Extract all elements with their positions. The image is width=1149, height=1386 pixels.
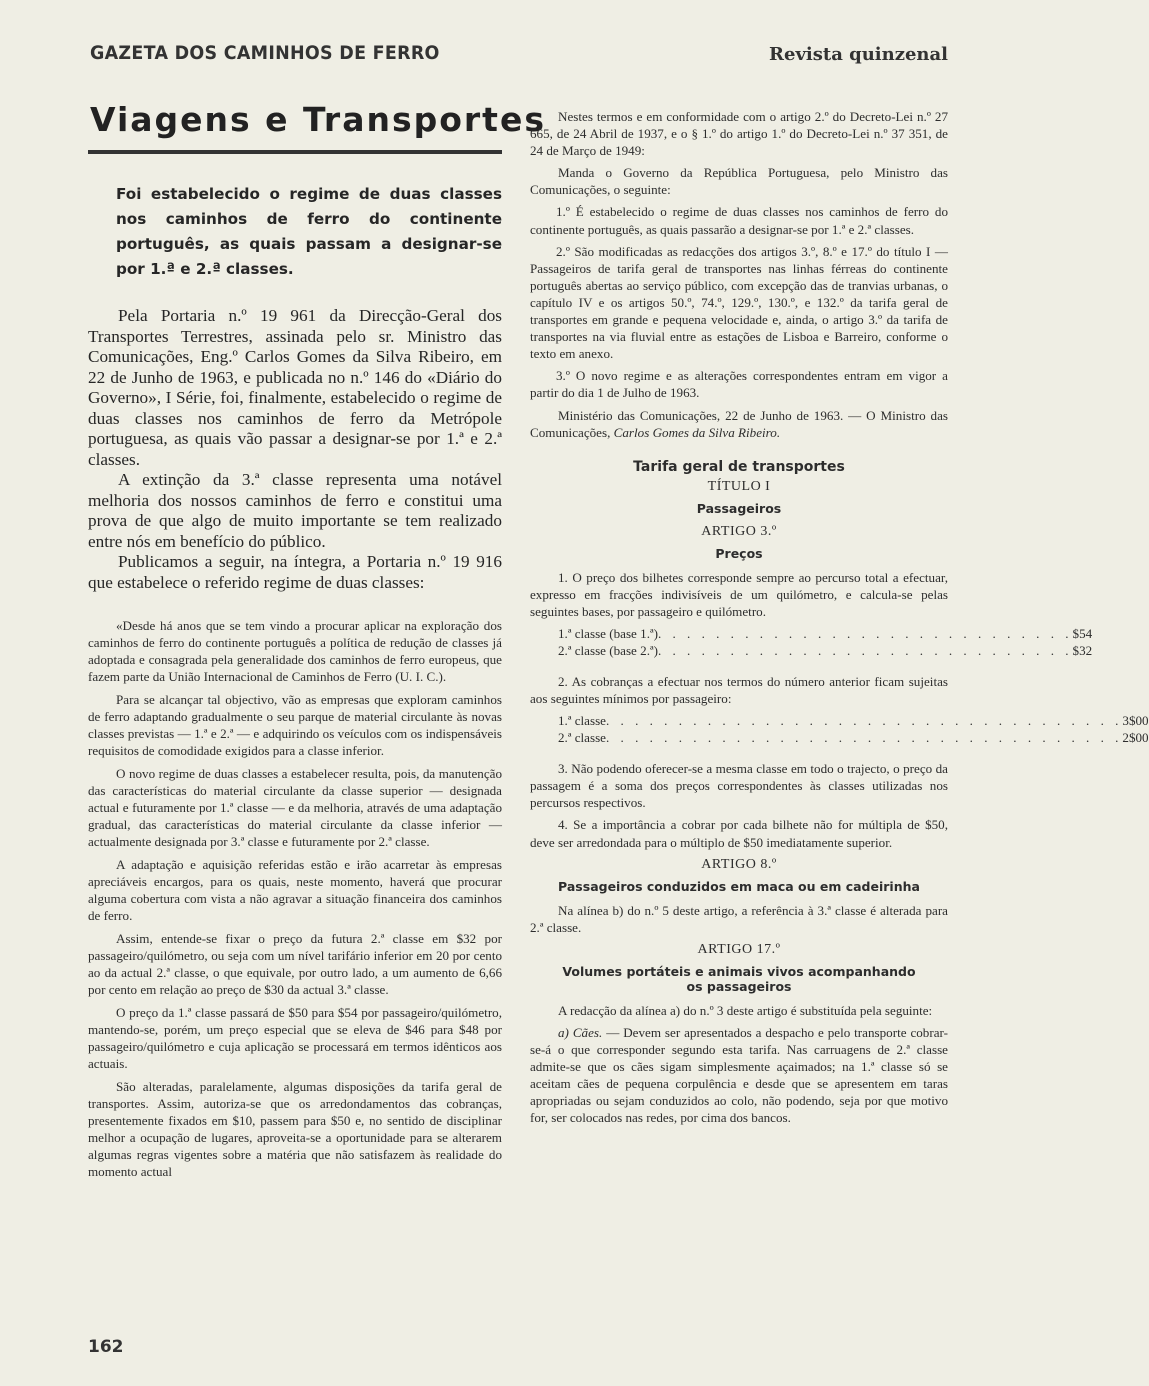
portaria-paragraph: Manda o Governo da República Portuguesa, pelo Ministro das Comunicações, o seguinte:: [530, 165, 948, 198]
portaria-paragraph: São alteradas, paralelamente, algumas disposições da tarifa geral de transportes. Assim, autoriza-se que os arredondamentos das cobranças, presentemente fixados em $10, passem para $50 e, no sentido de disciplinar melhor a ocupação de lugares, aproveita-se a oportunidade para se alterarem algumas regras vigentes sobre a matéria que não satisfazem às realidade do momento actual: [88, 1079, 502, 1179]
artigo-3-p2: 2. As cobranças a efectuar nos termos do número anterior ficam sujeitas aos seguintes mínimos por passageiro:: [530, 673, 948, 707]
portaria-paragraph: O novo regime de duas classes a estabelecer resulta, pois, da manutenção das características do material circulante da classe superior — designada actual e futuramente por 1.ª classe — e da melhoria, através de uma adaptação gradual, das características do material circulante da classe inferior — actualmente designada por 3.ª classe e futuramente por 2.ª classe.: [88, 766, 502, 849]
article-title: Viagens e Transportes: [90, 100, 546, 139]
portaria-paragraph: O preço da 1.ª classe passará de $50 para $54 por passageiro/quilómetro, mantendo-se, porém, um preço especial que se eleva de $46 para $48 por passageiro/quilómetro e cuja aplicação se processará em termos idênticos aos actuais.: [88, 1005, 502, 1071]
artigo-8-subheading: Passageiros conduzidos em maca ou em cadeirinha: [558, 878, 920, 894]
left-column: [88, 100, 546, 1186]
portaria-item: 1.º É estabelecido o regime de duas classes nos caminhos de ferro do continente português, as quais passarão a designar-se por 1.ª e 2.ª classes.: [530, 204, 948, 237]
portaria-paragraph: «Desde há anos que se tem vindo a procurar aplicar na exploração dos caminhos de ferro do continente português a política de redução de classes já adoptada e consagrada pela generalidade dos caminhos de ferro europeus, que fazem parte da União Internacional de Caminhos de Ferro (U. I. C.).: [88, 618, 502, 684]
artigo-3-heading: ARTIGO 3.º: [701, 523, 777, 539]
section-heading: Passageiros: [696, 500, 782, 516]
tariff-row: [530, 625, 1093, 642]
artigo-17-subheading: Volumes portáteis e animais vivos acompanhando: [562, 963, 916, 979]
portaria-item: 3.º O novo regime e as alterações correspondentes entram em vigor a partir do dia 1 de Julho de 1963.: [530, 368, 948, 401]
titulo-heading: TÍTULO I: [707, 478, 771, 494]
tariff-value: $54: [1072, 625, 1093, 641]
price-bases: [530, 625, 1093, 659]
tarifa-title: Tarifa geral de transportes: [633, 458, 845, 475]
artigo-17-heading: ARTIGO 17.º: [697, 941, 781, 957]
artigo-17-p2: [530, 1024, 948, 1127]
leader-dots: . . . . . . . . . . . . . . . . . . . . . . . . . . . . . . . . . . . .: [605, 730, 1123, 746]
minimum-charges: [530, 712, 1149, 746]
artigo-8-p1: Na alínea b) do n.º 5 deste artigo, a referência à 3.ª classe é alterada para 2.ª classe.: [530, 902, 948, 935]
publication-title: GAZETA DOS CAMINHOS DE FERRO: [90, 42, 440, 64]
portaria-item: 2.º São modificadas as redacções dos artigos 3.º, 8.º e 17.º do título I — Passageiros de tarifa geral de transportes nas linhas férreas do continente português abertas ao serviço público, com excepção das de tranvias urbanas, o capítulo IV e os artigos 50.º, 74.º, 129.º, 130.º, e 132.º da tarifa geral de transportes em grande e pequena velocidade e, ainda, o artigo 3.º da tarifa de transportes na via fluvial entre as estações de Lisboa e Barreiro, conforme o texto em anexo.: [530, 243, 948, 362]
right-column: [530, 108, 1149, 1131]
tariff-row: [530, 729, 1149, 746]
artigo-17-subheading-cont: os passageiros: [686, 978, 792, 994]
tariff-label: 1.ª classe: [558, 713, 606, 729]
tariff-value: 2$00: [1122, 730, 1149, 746]
publication-type: Revista quinzenal: [769, 44, 948, 65]
page-header: [88, 42, 948, 76]
title-rule: [88, 150, 502, 154]
page-number: 162: [88, 1337, 124, 1357]
tariff-label: 2.ª classe (base 2.ª): [558, 642, 658, 658]
signature: [530, 407, 948, 441]
tariff-label: 1.ª classe (base 1.ª): [558, 625, 658, 641]
tariff-row: [530, 712, 1149, 729]
leader-dots: . . . . . . . . . . . . . . . . . . . . . . . . . . . . .: [657, 625, 1073, 641]
portaria-paragraph: Nestes termos e em conformidade com o artigo 2.º do Decreto-Lei n.º 27 665, de 24 Abril de 1937, e o § 1.º do artigo 1.º do Decreto-Lei n.º 37 351, de 24 de Março de 1949:: [530, 109, 948, 159]
signature-name: Carlos Gomes da Silva Ribeiro.: [613, 424, 781, 440]
intro-text: [88, 306, 502, 593]
artigo-3-subheading: Preços: [715, 545, 763, 561]
artigo-17-p1: A redacção da alínea a) do n.º 3 deste artigo é substituída pela seguinte:: [558, 1002, 933, 1018]
alinea-label: a) Cães.: [558, 1024, 603, 1040]
tariff-row: [530, 642, 1093, 659]
artigo-3-p3: 3. Não podendo oferecer-se a mesma classe em todo o trajecto, o preço da passagem é a soma dos preços correspondentes às classes utilizadas nos percursos respectivos.: [530, 761, 948, 811]
article-lead: Foi estabelecido o regime de duas classes nos caminhos de ferro do continente português, as quais passam a designar-se por 1.ª e 2.ª classes.: [116, 185, 502, 278]
tariff-label: 2.ª classe: [558, 730, 606, 746]
tariff-value: 3$00: [1122, 713, 1149, 729]
leader-dots: . . . . . . . . . . . . . . . . . . . . . . . . . . . . .: [657, 642, 1073, 658]
portaria-paragraph: Assim, entende-se fixar o preço da futura 2.ª classe em $32 por passageiro/quilómetro, ou seja com um nível tarifário inferior em 20 por cento ao da actual 2.ª classe, o que equivale, por outro lado, a um aumento de 6,66 por cento em relação ao preço de $30 da actual 3.ª classe.: [88, 931, 502, 997]
artigo-3-p1: 1. O preço dos bilhetes corresponde sempre ao percurso total a efectuar, expresso em fracções indivisíveis de um quilómetro, e calcula-se pelas seguintes bases, por passageiro e quilómetro.: [530, 569, 948, 619]
signature-prefix: Ministério das Comunicações, 22 de Junho de 1963. — O Ministro das Comunicações,: [530, 407, 948, 440]
alinea-text: — Devem ser apresentados a despacho e pelo transporte cobrar-se-á o que corresponder segundo esta tarifa. Nas carruagens de 2.ª classe admite-se que os cães sigam simplesmente açaimados; na 1.ª classe só se aceitam cães de pequena corpulência e desde que se apresentem em taras apropriadas ou sejam conduzidos ao colo, não podendo, seja por que motivo for, ser colocados nas redes, por cima dos bancos.: [530, 1024, 948, 1126]
portaria-paragraph: A adaptação e aquisição referidas estão e irão acarretar às empresas apreciáveis encargos, para os quais, neste momento, haverá que procurar alguma cobertura com vista a não agravar a situação financeira dos caminhos de ferro.: [88, 857, 502, 923]
tariff-value: $32: [1072, 642, 1093, 658]
leader-dots: . . . . . . . . . . . . . . . . . . . . . . . . . . . . . . . . . . . .: [605, 713, 1123, 729]
portaria-paragraph: Para se alcançar tal objectivo, vão as empresas que exploram caminhos de ferro adaptando gradualmente o seu parque de material circulante às novas classes previstas — 1.ª e 2.ª — e adquirindo os veículos com os indispensáveis requisitos de comodidade exigidos para a classe inferior.: [88, 692, 502, 758]
intro-paragraph: Pela Portaria n.º 19 961 da Direcção-Geral dos Transportes Terrestres, assinada pelo sr. Ministro das Comunicações, Eng.º Carlos Gomes da Silva Ribeiro, em 22 de Junho de 1963, e publicada no n.º 146 do «Diário do Governo», I Série, foi, finalmente, estabelecido o regime de duas classes nos caminhos de ferro da Metrópole portuguesa, as quais vão passar a designar-se por 1.ª e 2.ª classes.: [88, 306, 502, 469]
artigo-3-p4: 4. Se a importância a cobrar por cada bilhete não for múltipla de $50, deve ser arredondada para o múltiplo de $50 imediatamente superior.: [530, 817, 948, 850]
intro-paragraph: A extinção da 3.ª classe representa uma notável melhoria dos nossos caminhos de ferro e constitui uma prova de que algo de muito importante se tem realizado entre nós em benefício do público.: [88, 470, 502, 551]
artigo-8-heading: ARTIGO 8.º: [701, 856, 777, 872]
intro-paragraph: Publicamos a seguir, na íntegra, a Portaria n.º 19 916 que estabelece o referido regime de duas classes:: [88, 552, 502, 592]
